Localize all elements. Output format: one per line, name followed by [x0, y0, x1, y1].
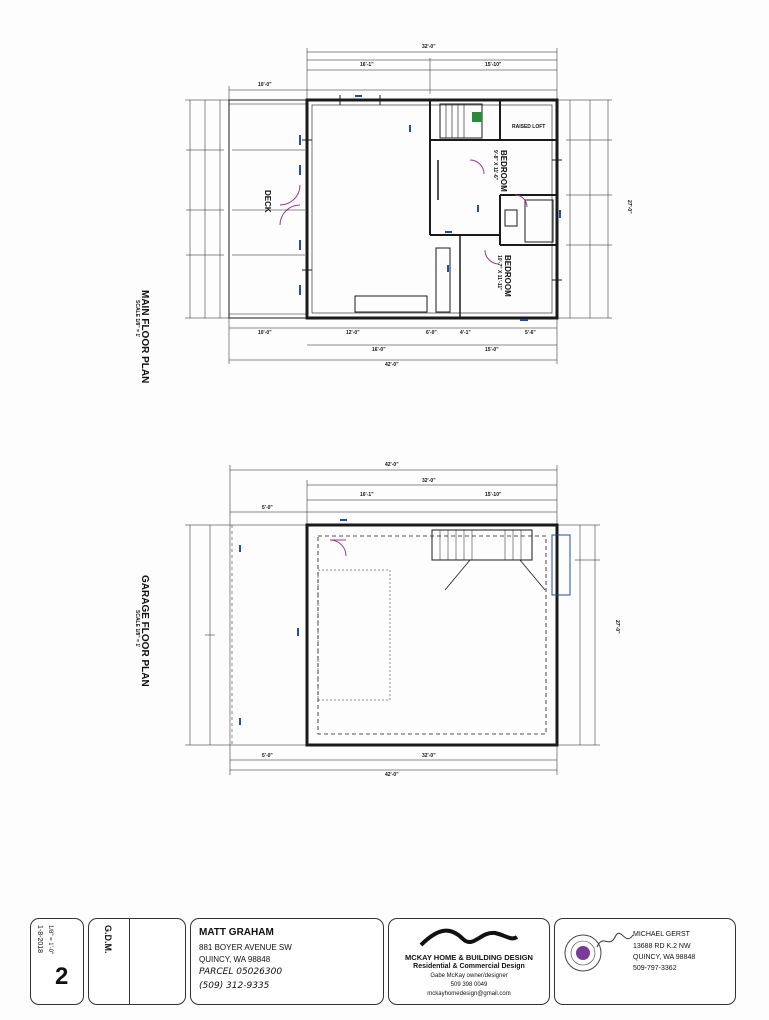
- main-dim-overall-bottom: 42'-0": [385, 362, 399, 368]
- deck-label: DECK: [263, 190, 272, 213]
- signature-icon: [595, 929, 635, 953]
- company-email: mckayhomedesign@gmail.com: [427, 991, 511, 997]
- main-plan-scale: SCALE 1/8" = 1': [134, 300, 140, 338]
- titleblock-company-box: [388, 918, 550, 1005]
- titleblock-engineer-box: [554, 918, 736, 1005]
- company-phone: 509 398 0049: [450, 982, 488, 988]
- garage-plan-title: GARAGE FLOOR PLAN: [139, 575, 150, 687]
- garage-dim-inner-bottom: 32'-0": [422, 753, 436, 759]
- main-dim-seg3: 4'-1": [460, 330, 471, 336]
- titleblock-scale: 1/8" = 1'-0": [47, 925, 53, 955]
- garage-plan-scale: SCALE 1/8" = 1': [134, 610, 140, 648]
- titleblock-owner-box: [190, 918, 384, 1005]
- main-dim-right-top: 15'-10": [485, 62, 502, 68]
- titleblock-drawn-by: G.D.M.: [103, 925, 113, 954]
- main-dim-deck-bottom: 10'-0": [258, 330, 272, 336]
- company-designer: Gabe McKay owner/designer: [430, 973, 508, 979]
- engineer-city: QUINCY, WA 98848: [633, 954, 696, 961]
- titleblock-sheet-number: 2: [55, 963, 69, 990]
- garage-dim-inner-top: 32'-0": [422, 478, 436, 484]
- wave-logo-icon: [419, 925, 519, 949]
- titleblock-drawn-box: [88, 918, 186, 1005]
- raised-loft-label: RAISED LOFT: [512, 124, 546, 130]
- garage-dim-overall-top: 42'-0": [385, 462, 399, 468]
- bedroom-2-label: BEDROOM: [503, 255, 512, 297]
- engineer-name: MICHAEL GERST: [633, 931, 690, 938]
- bedroom-1-size: 9'-8" X 11'-6": [492, 150, 498, 181]
- bedroom-2-size: 10'-7" X 11'-11": [496, 255, 502, 291]
- garage-dim-side-bottom: 5'-0": [262, 753, 273, 759]
- garage-floor-plan: [185, 465, 600, 775]
- main-plan-title: MAIN FLOOR PLAN: [139, 290, 150, 384]
- engineer-address: 13688 RD K.2 NW: [633, 943, 691, 950]
- main-dim-right-bottom: 15'-0": [485, 347, 499, 353]
- main-dim-side: 27'-0": [626, 200, 632, 214]
- garage-dim-right-top: 15'-10": [485, 492, 502, 498]
- garage-dim-side: 27'-0": [614, 620, 620, 634]
- bedroom-1-label: BEDROOM: [499, 150, 508, 192]
- engineer-phone: 509-797-3362: [633, 965, 677, 972]
- garage-dim-left-top: 16'-1": [360, 492, 374, 498]
- company-name: MCKAY HOME & BUILDING DESIGN: [405, 953, 533, 962]
- main-dim-left-top: 16'-1": [360, 62, 374, 68]
- owner-phone: (509) 312-9335: [199, 981, 270, 991]
- garage-dim-side-top: 5'-0": [262, 505, 273, 511]
- owner-name: MATT GRAHAM: [199, 927, 274, 938]
- main-dim-seg2: 6'-0": [426, 330, 437, 336]
- main-dim-deck-top: 10'-0": [258, 82, 272, 88]
- garage-dim-overall-bottom: 42'-0": [385, 772, 399, 778]
- owner-city: QUINCY, WA 98848: [199, 955, 271, 964]
- main-dim-seg1: 12'-0": [346, 330, 360, 336]
- main-dim-overall-top: 32'-0": [422, 44, 436, 50]
- owner-address: 881 BOYER AVENUE SW: [199, 943, 292, 952]
- owner-parcel: PARCEL 05026300: [199, 967, 283, 977]
- main-dim-left-bottom: 16'-0": [372, 347, 386, 353]
- titleblock-date: 1-8-2018: [36, 925, 43, 954]
- titleblock-date-box: [30, 918, 84, 1005]
- main-dim-seg4: 5'-6": [525, 330, 536, 336]
- company-tagline: Residential & Commercial Design: [413, 963, 525, 970]
- main-floor-plan: [185, 48, 612, 364]
